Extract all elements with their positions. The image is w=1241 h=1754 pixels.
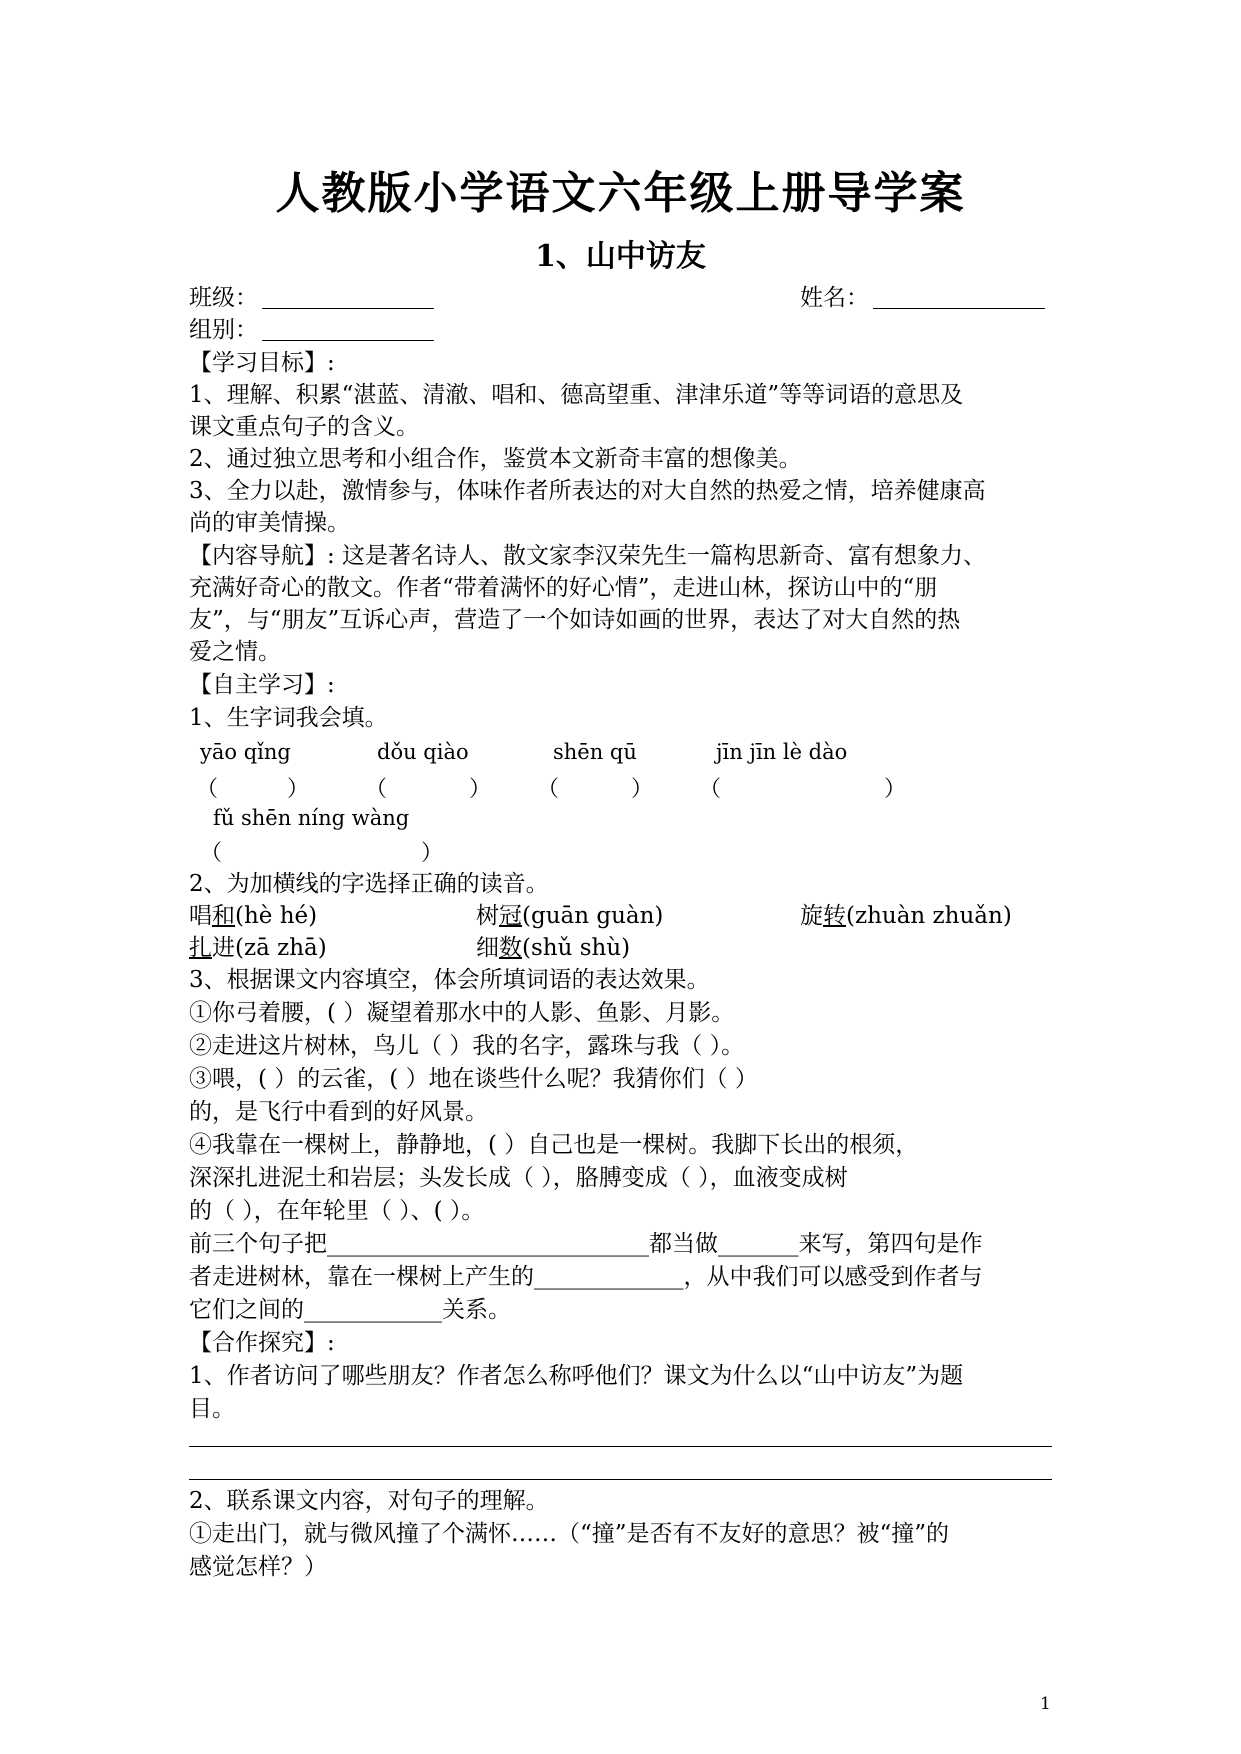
class-field [189,282,434,314]
reading-item: 细数(shǔ shù) [476,935,631,961]
pinyin-word: yāo qǐng [200,740,291,764]
fill-sentence: 它们之间的____________关系。 [189,1297,511,1323]
reading-item: 树冠(guān guàn) [476,903,664,929]
class-label: 班级： [189,285,258,311]
answer-paren-open: （ [699,777,722,802]
name-field [800,282,1045,314]
coop-question: 目。 [189,1396,235,1422]
answer-paren-open: （ [196,777,219,802]
coop-question: 2、联系课文内容，对句子的理解。 [189,1488,549,1514]
group-blank[interactable] [262,318,434,341]
answer-paren-close: ） [631,777,654,802]
pinyin-word: fǔ shēn níng wàng [213,806,410,830]
fill-sentence: 前三个句子把____________________________都当做_______来写，第四句是作 [189,1231,983,1257]
answer-paren-open: （ [537,777,560,802]
reading-item: 唱和(hè hé) [189,903,318,929]
answer-paren-close: ） [287,777,310,802]
self-study-heading: 【自主学习】: [189,672,335,698]
fill-sentence: ④我靠在一棵树上，静静地，( ）自己也是一棵树。我脚下长出的根须， [189,1132,919,1158]
page-number: 1 [1040,1694,1051,1714]
cooperation-heading: 【合作探究】: [189,1330,335,1356]
class-blank[interactable] [262,286,434,309]
pinyin-word: shēn qū [553,740,637,764]
answer-line[interactable] [189,1479,1052,1480]
goal-line: 3、全力以赴，激情参与，体味作者所表达的对大自然的热爱之情，培养健康高 [189,478,986,504]
fill-sentence: ②走进这片树林，鸟儿（ ）我的名字，露珠与我（ ）。 [189,1033,745,1059]
answer-paren-close: ） [469,777,492,802]
coop-question: 1、作者访问了哪些朋友？作者怎么称呼他们？课文为什么以“山中访友”为题 [189,1363,964,1389]
lesson-title: 1、山中访友 [535,239,706,274]
fill-sentence: 深深扎进泥土和岩层；头发长成（ ），胳膊变成（ ），血液变成树 [189,1165,848,1191]
fill-sentence: 的，是飞行中看到的好风景。 [189,1099,488,1125]
question-1: 1、生字词我会填。 [189,705,388,731]
goals-heading: 【学习目标】: [189,350,335,376]
fill-sentence: ③喂，( ）的云雀，( ）地在谈些什么呢？我猜你们（ ） [189,1066,758,1092]
fill-sentence: ①你弓着腰，( ）凝望着那水中的人影、鱼影、月影。 [189,1000,735,1026]
goal-line: 1、理解、积累“湛蓝、清澈、唱和、德高望重、津津乐道”等等词语的意思及 [189,382,964,408]
question-3: 3、根据课文内容填空，体会所填词语的表达效果。 [189,967,710,993]
pinyin-word: jīn jīn lè dào [716,740,848,764]
pinyin-word: dǒu qiào [377,740,469,764]
page-title: 人教版小学语文六年级上册导学案 [275,168,966,219]
answer-paren-close: ） [421,841,444,866]
guide-line: 友”，与“朋友”互诉心声，营造了一个如诗如画的世界，表达了对大自然的热 [189,607,961,633]
answer-line[interactable] [189,1446,1052,1447]
answer-paren-close: ） [884,777,907,802]
name-label: 姓名： [800,285,869,311]
guide-line: 爱之情。 [189,639,281,665]
reading-item: 扎进(zā zhā) [189,935,327,961]
goal-line: 课文重点句子的含义。 [189,414,419,440]
name-blank[interactable] [873,286,1045,309]
group-field [189,314,434,346]
guide-line: 充满好奇心的散文。作者“带着满怀的好心情”，走进山林，探访山中的“朋 [189,575,938,601]
goal-line: 尚的审美情操。 [189,510,350,536]
reading-item: 旋转(zhuàn zhuǎn) [800,903,1012,929]
answer-paren-open: （ [365,777,388,802]
guide-line: 【内容导航】: 这是著名诗人、散文家李汉荣先生一篇构思新奇、富有想象力、 [189,543,987,569]
coop-question: 感觉怎样？） [189,1554,327,1580]
coop-question: ①走出门，就与微风撞了个满怀……（“撞”是否有不友好的意思？被“撞”的 [189,1521,950,1547]
answer-paren-open: （ [200,841,223,866]
group-label: 组别： [189,317,258,343]
fill-sentence: 的（ ），在年轮里（ ）、( ）。 [189,1198,485,1224]
fill-sentence: 者走进树林，靠在一棵树上产生的_____________，从中我们可以感受到作者与 [189,1264,983,1290]
question-2: 2、为加横线的字选择正确的读音。 [189,871,549,897]
goal-line: 2、通过独立思考和小组合作，鉴赏本文新奇丰富的想像美。 [189,446,802,472]
